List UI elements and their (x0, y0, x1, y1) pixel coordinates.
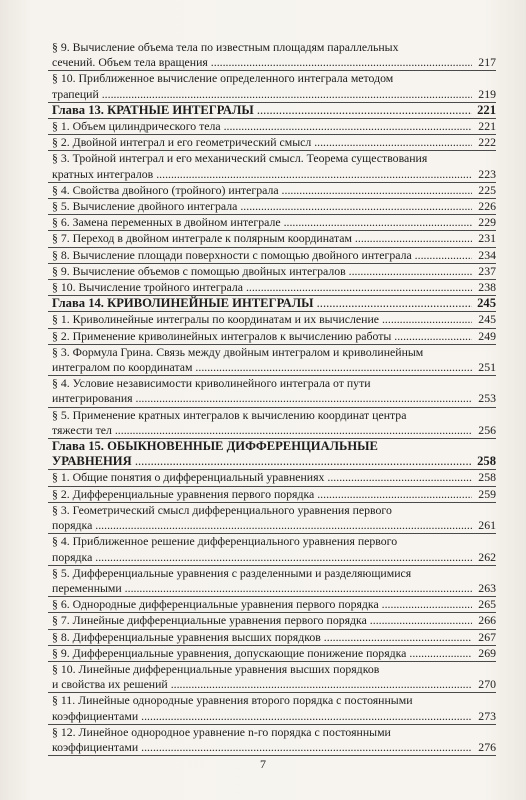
toc-entry-title-line: тяжести тел ..... (52, 423, 472, 438)
toc-entry-title-line: § 8. Дифференциальные уравнения высших порядков ..... (52, 630, 472, 645)
toc-section-entry (48, 151, 496, 182)
toc-page-number: 217 (478, 55, 496, 70)
toc-entry-title-line: § 3. Формула Грина. Связь между двойным интегралом и криволинейным (52, 344, 424, 359)
toc-page-number: 234 (478, 247, 496, 262)
toc-page-number: 223 (478, 166, 496, 181)
toc-section-entry (48, 199, 496, 215)
toc-entry-title-line: УРАВНЕНИЯ ..... (52, 454, 472, 469)
toc-entry-title-line: § 7. Линейные дифференциальные уравнения первого порядка ..... (52, 613, 472, 628)
toc-entry-title-line: § 10. Линейные дифференциальные уравнения высших порядков (52, 661, 380, 676)
toc-page-number: 258 (477, 454, 496, 469)
toc-section-entry (48, 119, 496, 135)
toc-page-number: 270 (478, 677, 496, 692)
toc-section-entry (48, 376, 496, 407)
toc-entry-title-line: § 10. Приближенное вычисление определенного интеграла методом (52, 71, 394, 86)
toc-page-number: 245 (477, 296, 496, 311)
toc-entry-title-line: Глава 13. КРАТНЫЕ ИНТЕГРАЛЫ ..... (52, 103, 472, 118)
toc-entry-title-line: порядка ..... (52, 518, 472, 533)
toc-entry-title-line: интегрирования ..... (52, 391, 472, 406)
toc-section-entry (48, 597, 496, 613)
toc-page-number: 222 (478, 135, 496, 150)
toc-page-number: 221 (478, 119, 496, 134)
toc-entry-title-line: сечений. Объем тела вращения ..... (52, 55, 472, 70)
toc-section-entry (48, 534, 496, 565)
toc-page-number: 221 (477, 102, 496, 117)
toc-section-entry (48, 503, 496, 534)
toc-chapter-entry (48, 439, 496, 470)
toc-entry-title-line: § 7. Переход в двойном интеграле к полярным координатам ..... (52, 231, 472, 246)
toc-page-number: 276 (478, 739, 496, 754)
toc-section-entry (48, 630, 496, 646)
toc-page-number: 263 (478, 580, 496, 595)
toc-section-entry (48, 215, 496, 231)
toc-section-entry (48, 264, 496, 280)
toc-entry-title-line: § 2. Применение криволинейных интегралов к вычислению работы ..... (52, 329, 472, 344)
toc-chapter-entry (48, 103, 496, 119)
toc-section-entry (48, 725, 496, 756)
toc-entry-title-line: § 3. Геометрический смысл дифференциального уравнения первого (52, 502, 392, 517)
toc-section-entry (48, 613, 496, 629)
toc-entry-title-line: § 4. Приближенное решение дифференциального уравнения первого (52, 534, 398, 549)
table-of-contents (48, 40, 496, 756)
toc-section-entry (48, 487, 496, 503)
toc-entry-title-line: § 4. Условие независимости криволинейного интеграла от пути (52, 376, 371, 391)
toc-entry-title-line: § 3. Тройной интеграл и его механический смысл. Теорема существования (52, 151, 428, 166)
toc-page-number: 219 (478, 86, 496, 101)
toc-entry-title-line: и свойства их решений ..... (52, 677, 472, 692)
toc-entry-title-line: § 1. Криволинейные интегралы по координатам и их вычисление ..... (52, 312, 472, 327)
toc-section-entry (48, 183, 496, 199)
toc-section-entry (48, 40, 496, 71)
toc-section-entry (48, 470, 496, 486)
toc-section-entry (48, 248, 496, 264)
toc-entry-title-line: Глава 14. КРИВОЛИНЕЙНЫЕ ИНТЕГРАЛЫ ..... (52, 296, 472, 311)
toc-section-entry (48, 345, 496, 376)
toc-entry-title-line: § 1. Объем цилиндрического тела ..... (52, 119, 472, 134)
toc-entry-title-line: § 9. Дифференциальные уравнения, допускающие понижение порядка ..... (52, 646, 472, 661)
toc-entry-title-line: § 10. Вычисление тройного интеграла ..... (52, 280, 472, 295)
toc-entry-title-line: коэффициентами ..... (52, 709, 472, 724)
toc-entry-title-line: переменными ..... (52, 581, 472, 596)
toc-section-entry (48, 312, 496, 328)
toc-page-number: 265 (478, 597, 496, 612)
toc-entry-title-line: § 12. Линейное однородное уравнение n-го порядка с постоянными (52, 724, 391, 739)
toc-page-number: 253 (478, 391, 496, 406)
toc-section-entry (48, 135, 496, 151)
toc-entry-title-line: § 8. Вычисление площади поверхности с помощью двойного интеграла ..... (52, 248, 472, 263)
toc-section-entry (48, 408, 496, 439)
toc-section-entry (48, 231, 496, 247)
toc-page-number: 267 (478, 629, 496, 644)
toc-page-number: 259 (478, 486, 496, 501)
toc-page-number: 256 (478, 422, 496, 437)
toc-entry-title-line: § 6. Однородные дифференциальные уравнения первого порядка ..... (52, 597, 472, 612)
toc-section-entry (48, 280, 496, 296)
toc-page-number: 225 (478, 182, 496, 197)
toc-entry-title-line: § 4. Свойства двойного (тройного) интеграла ..... (52, 183, 472, 198)
toc-page-number: 229 (478, 215, 496, 230)
toc-page-number: 238 (478, 280, 496, 295)
toc-page-number: 261 (478, 518, 496, 533)
toc-entry-title-line: § 11. Линейные однородные уравнения второго порядка с постоянными (52, 693, 413, 708)
toc-page-number: 231 (478, 231, 496, 246)
toc-section-entry (48, 71, 496, 102)
toc-section-entry (48, 693, 496, 724)
toc-page-number: 251 (478, 360, 496, 375)
toc-entry-title-line: Глава 15. ОБЫКНОВЕННЫЕ ДИФФЕРЕНЦИАЛЬНЫЕ (52, 439, 378, 454)
toc-section-entry (48, 662, 496, 693)
toc-page-number: 249 (478, 328, 496, 343)
toc-section-entry (48, 566, 496, 597)
toc-chapter-entry (48, 296, 496, 312)
toc-entry-title-line: интегралом по координатам ..... (52, 360, 472, 375)
toc-page-number: 273 (478, 708, 496, 723)
toc-entry-title-line: § 9. Вычисление объемов с помощью двойных интегралов ..... (52, 264, 472, 279)
toc-page-number: 262 (478, 549, 496, 564)
toc-page-number: 269 (478, 645, 496, 660)
toc-entry-title-line: § 9. Вычисление объема тела по известным площадям параллельных (52, 40, 399, 54)
toc-entry-title-line: § 5. Дифференциальные уравнения с разделенными и разделяющимися (52, 565, 412, 580)
toc-page-number: 266 (478, 613, 496, 628)
toc-page-number: 245 (478, 312, 496, 327)
toc-section-entry (48, 646, 496, 662)
toc-entry-title-line: § 2. Дифференциальные уравнения первого порядка ..... (52, 487, 472, 502)
toc-page-number: 258 (478, 470, 496, 485)
toc-entry-title-line: порядка ..... (52, 550, 472, 565)
toc-entry-title-line: трапеций ..... (52, 87, 472, 102)
toc-entry-title-line: коэффициентами ..... (52, 740, 472, 755)
toc-entry-title-line: § 6. Замена переменных в двойном интеграле ..... (52, 215, 472, 230)
toc-entry-title-line: § 1. Общие понятия о дифференциальный уравнениях ..... (52, 470, 472, 485)
toc-entry-title-line: кратных интегралов ..... (52, 167, 472, 182)
toc-entry-title-line: § 5. Применение кратных интегралов к вычислению координат центра (52, 407, 407, 422)
toc-entry-title-line: § 5. Вычисление двойного интеграла ..... (52, 199, 472, 214)
toc-page-number: 237 (478, 263, 496, 278)
toc-entry-title-line: § 2. Двойной интеграл и его геометрический смысл ..... (52, 135, 472, 150)
toc-page-number: 226 (478, 199, 496, 214)
page-number: 7 (260, 757, 266, 771)
toc-section-entry (48, 329, 496, 345)
